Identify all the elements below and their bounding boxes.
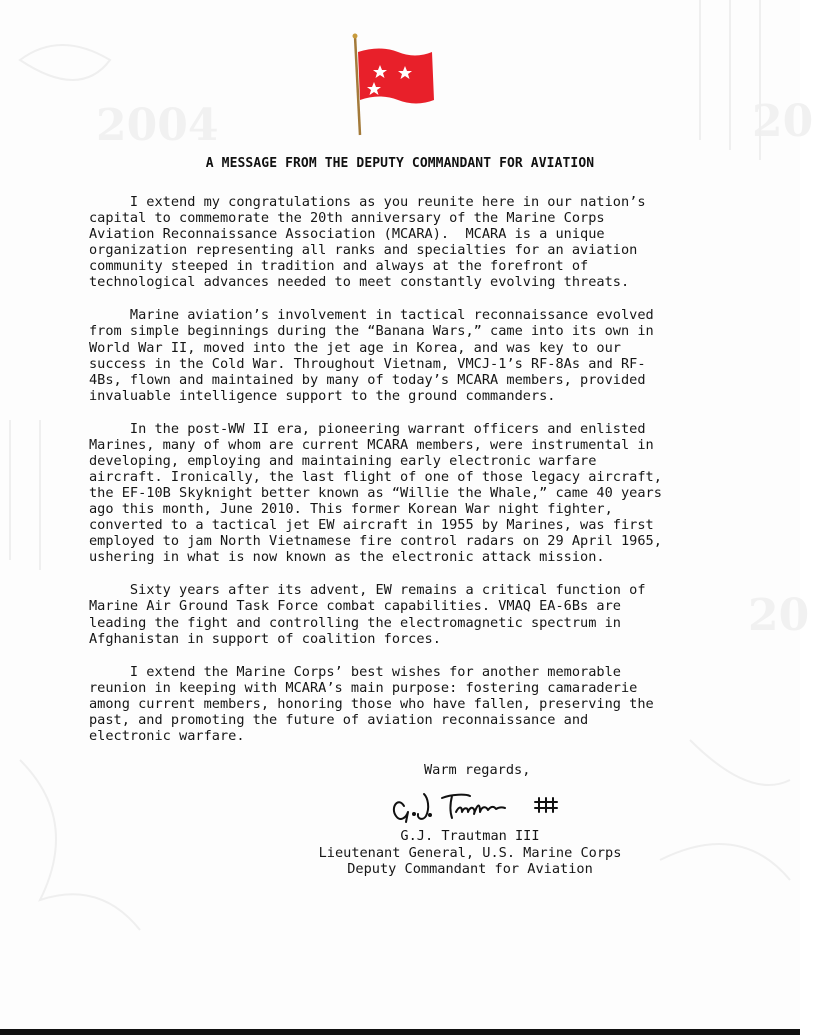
signer-title: Deputy Commandant for Aviation <box>347 861 593 877</box>
paragraph-3: In the post-WW II era, pioneering warrant officers and enlisted Marines, many of whom are current MCARA members, were instrumental in developing, employing and maintaining early electronic warfare aircraft. Ironically, the last flight of one of those legacy aircraft, the EF-10B Skyknight better known as “Willie the Whale,” came 40 years ago this month, June 2010. This former Korean War night fighter, converted to a tactical jet EW aircraft in 1955 by Marines, was first employed to jam North Vietnamese fire control radars on 29 April 1965, ushering in what is now known as the electronic attack mission. <box>89 420 662 566</box>
watermark-year-right: 20 <box>752 96 813 147</box>
general-flag-icon <box>350 30 440 140</box>
paragraph-1: I extend my congratulations as you reunite here in our nation’s capital to commemorate the 20th anniversary of the Marine Corps Aviation Reconnaissance Association (MCARA). MCARA is a unique organization representing all ranks and specialties for an aviation community steeped in tradition and always at the forefront of technological advances needed to meet constantly evolving threats. <box>89 194 646 291</box>
watermark-year-right-lower: 20 <box>748 590 810 641</box>
signer-rank: Lieutenant General, U.S. Marine Corps <box>318 844 622 861</box>
signer-name: G.J. Trautman III <box>400 828 540 844</box>
letter-body <box>89 194 729 761</box>
closing-salutation: Warm regards, <box>424 762 531 778</box>
page-title: A MESSAGE FROM THE DEPUTY COMMANDANT FOR AVIATION <box>205 156 595 171</box>
paragraph-5: I extend the Marine Corps’ best wishes for another memorable reunion in keeping with MCARA’s main purpose: fostering camaraderie among current members, honoring those who have fallen, preserving the past, and promoting the future of aviation reconnaissance and electronic warfare. <box>89 663 654 744</box>
paragraph-2: Marine aviation’s involvement in tactical reconnaissance evolved from simple beginnings during the “Banana Wars,” came into its own in World War II, moved into the jet age in Korea, and was key to our success in the Cold War. Throughout Vietnam, VMCJ-1’s RF-8As and RF- 4Bs, flown and maintained by many of today’s MCARA members, provided invaluable intelligence support to the ground commanders. <box>89 307 654 404</box>
paragraph-4: Sixty years after its advent, EW remains a critical function of Marine Air Ground Task Force combat capabilities. VMAQ EA-6Bs are leading the fight and controlling the electromagnetic spectrum in Afghanistan in support of coalition forces. <box>89 582 646 647</box>
signature-block <box>250 828 690 878</box>
watermark-year-left: 2004 <box>96 100 219 151</box>
handwritten-signature <box>390 786 570 826</box>
bottom-scan-edge <box>0 1029 800 1035</box>
